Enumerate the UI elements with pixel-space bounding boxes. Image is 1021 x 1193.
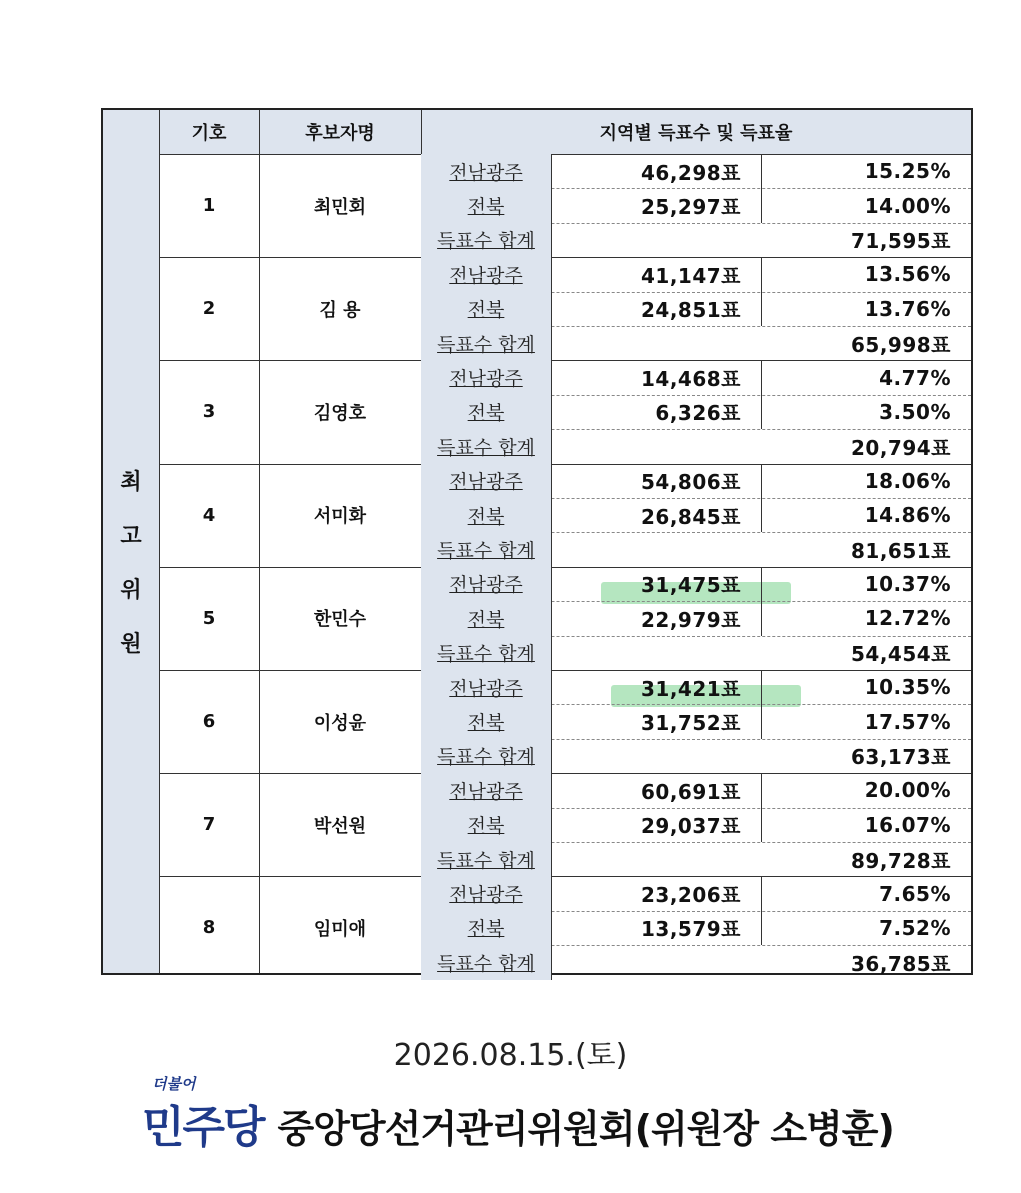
vote-percent: 3.50%	[879, 399, 951, 424]
region-label: 전북	[421, 704, 551, 738]
candidate-name: 김영호	[313, 402, 367, 424]
total-label: 득표수 합계	[421, 223, 551, 257]
footer	[142, 1075, 894, 1155]
vote-count: 54,806표	[641, 470, 741, 495]
total-label: 득표수 합계	[421, 636, 551, 670]
candidate-number: 6	[202, 711, 216, 733]
column-divider	[761, 154, 762, 223]
candidate-name: 서미화	[313, 506, 367, 528]
column-divider	[761, 670, 762, 739]
vote-percent: 14.00%	[864, 193, 951, 218]
header-regional-votes: 지역별 득표수 및 득표율	[421, 110, 971, 154]
party-logo	[142, 1075, 264, 1155]
vote-total: 20,794표	[851, 435, 951, 460]
region-label: 전남광주	[421, 773, 551, 807]
column-divider	[761, 773, 762, 842]
vote-count: 29,037표	[641, 814, 741, 839]
region-label: 전남광주	[421, 876, 551, 910]
document-date: 2026.08.15.(토)	[393, 1038, 628, 1073]
vote-percent: 4.77%	[879, 365, 951, 390]
region-label: 전북	[421, 808, 551, 842]
vote-percent: 13.56%	[864, 262, 951, 287]
results-table	[101, 108, 973, 975]
header-blank-cell	[103, 110, 159, 154]
total-label: 득표수 합계	[421, 945, 551, 979]
vote-percent: 18.06%	[864, 468, 951, 493]
region-label: 전북	[421, 601, 551, 635]
region-label: 전북	[421, 498, 551, 532]
vote-total: 71,595표	[851, 229, 951, 254]
vote-percent: 10.37%	[864, 571, 951, 596]
vote-count: 31,752표	[641, 711, 741, 736]
vote-percent: 16.07%	[864, 812, 951, 837]
total-label: 득표수 합계	[421, 739, 551, 773]
region-label: 전북	[421, 188, 551, 222]
candidate-number: 5	[202, 607, 216, 629]
total-label: 득표수 합계	[421, 532, 551, 566]
column-divider	[761, 257, 762, 326]
vote-percent: 7.52%	[879, 915, 951, 940]
vote-count: 60,691표	[641, 779, 741, 804]
total-label: 득표수 합계	[421, 326, 551, 360]
region-label: 전남광주	[421, 567, 551, 601]
vote-total: 54,454표	[851, 642, 951, 667]
candidate-name: 임미애	[313, 918, 367, 940]
vote-percent: 10.35%	[864, 675, 951, 700]
category-label	[103, 154, 159, 973]
vote-count: 31,421표	[641, 676, 741, 701]
vote-count: 22,979표	[641, 607, 741, 632]
region-label: 전남광주	[421, 670, 551, 704]
category-char: 원	[120, 631, 142, 657]
candidate-name: 김 용	[319, 299, 361, 321]
column-divider	[551, 360, 552, 463]
total-label: 득표수 합계	[421, 429, 551, 463]
header-number: 기호	[159, 110, 259, 154]
vote-count: 41,147표	[641, 263, 741, 288]
candidate-number: 7	[202, 814, 216, 836]
vote-count: 13,579표	[641, 917, 741, 942]
vote-total: 81,651표	[851, 539, 951, 564]
vote-total: 36,785표	[851, 951, 951, 976]
column-divider	[551, 876, 552, 979]
region-label: 전북	[421, 292, 551, 326]
vote-percent: 20.00%	[864, 778, 951, 803]
category-char: 최	[120, 469, 142, 495]
column-divider	[551, 567, 552, 670]
region-label: 전북	[421, 911, 551, 945]
column-divider	[761, 567, 762, 636]
region-label: 전북	[421, 395, 551, 429]
category-char: 고	[120, 523, 142, 549]
vote-count: 6,326표	[655, 401, 741, 426]
vote-count: 26,845표	[641, 504, 741, 529]
region-label: 전남광주	[421, 257, 551, 291]
region-label: 전남광주	[421, 154, 551, 188]
category-char: 위	[120, 577, 142, 603]
logo-text: 민주당	[142, 1102, 264, 1153]
column-divider	[551, 257, 552, 360]
vote-total: 89,728표	[851, 848, 951, 873]
vote-count: 14,468표	[641, 367, 741, 392]
vote-total: 63,173표	[851, 745, 951, 770]
column-divider	[551, 773, 552, 876]
column-divider	[551, 154, 552, 257]
vote-count: 24,851표	[641, 298, 741, 323]
candidate-name: 한민수	[313, 609, 367, 631]
candidate-number: 4	[202, 504, 216, 526]
vote-percent: 13.76%	[864, 296, 951, 321]
candidate-number: 1	[202, 195, 216, 217]
region-label: 전남광주	[421, 464, 551, 498]
candidate-number: 2	[202, 298, 216, 320]
column-divider	[551, 670, 552, 773]
column-divider	[761, 876, 762, 945]
vote-count: 23,206표	[641, 883, 741, 908]
vote-percent: 15.25%	[864, 159, 951, 184]
candidate-name: 이성윤	[313, 712, 367, 734]
vote-percent: 14.86%	[864, 503, 951, 528]
vote-percent: 17.57%	[864, 709, 951, 734]
vote-percent: 7.65%	[879, 881, 951, 906]
committee-name: 중앙당선거관리위원회(위원장 소병훈)	[277, 1107, 894, 1151]
vote-count: 25,297표	[641, 195, 741, 220]
column-divider	[551, 464, 552, 567]
vote-total: 65,998표	[851, 332, 951, 357]
vote-count: 46,298표	[641, 160, 741, 185]
candidate-name: 최민회	[313, 196, 367, 218]
candidate-number: 3	[202, 401, 216, 423]
total-label: 득표수 합계	[421, 842, 551, 876]
column-divider	[761, 464, 762, 533]
vote-percent: 12.72%	[864, 606, 951, 631]
column-divider	[761, 360, 762, 429]
vote-count: 31,475표	[641, 573, 741, 598]
candidate-name: 박선원	[313, 815, 367, 837]
region-label: 전남광주	[421, 360, 551, 394]
logo-subtext: 더불어	[152, 1075, 196, 1093]
candidate-number: 8	[202, 917, 216, 939]
header-candidate-name: 후보자명	[259, 110, 421, 154]
